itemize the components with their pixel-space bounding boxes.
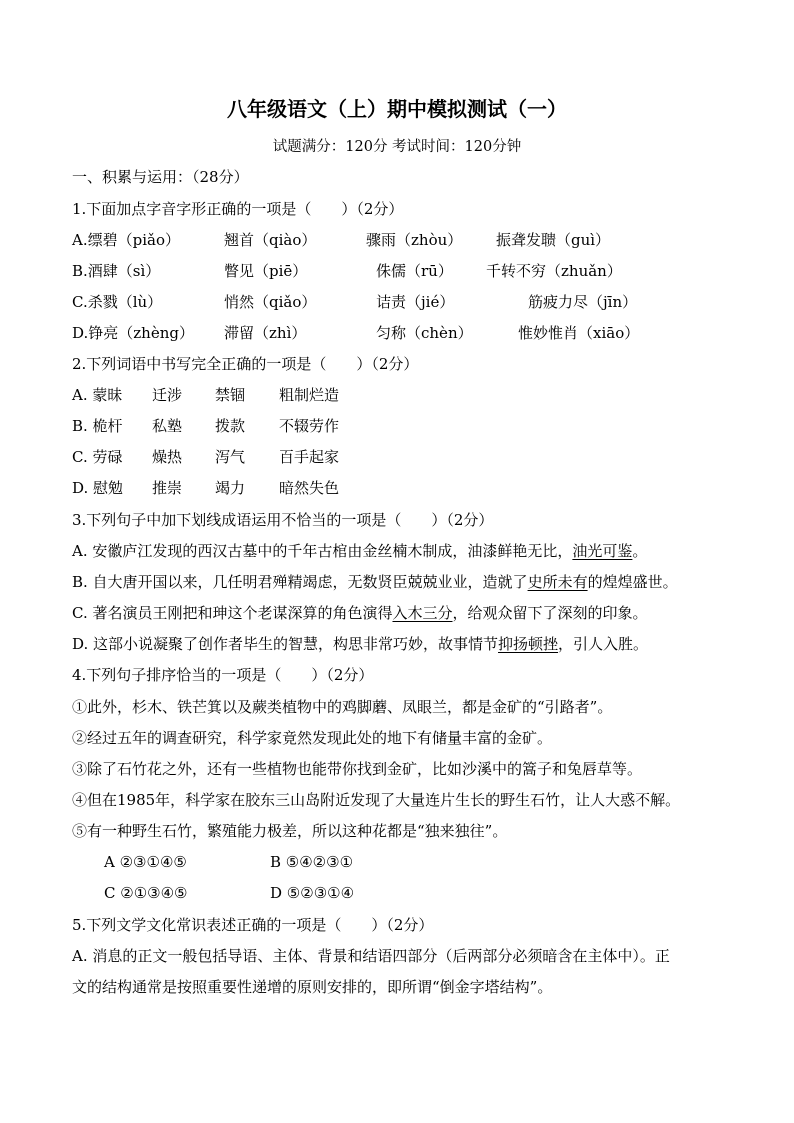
q1-a-3: 骤雨（zhòu） [366, 231, 463, 249]
q3-option-d [72, 633, 734, 655]
q4-sentence-4: ④但在1985年，科学家在胶东三山岛附近发现了大量连片生长的野生石竹，让人大惑不解。 [72, 791, 681, 809]
exam-title: 八年级语文（上）期中模拟测试（一） [227, 97, 567, 121]
q1-d-3: 匀称（chèn） [376, 324, 473, 342]
q1-b-1: B.酒肆（sì） [72, 262, 161, 280]
q2-c-2: 燥热 [152, 448, 183, 466]
q4-sentence-2: ②经过五年的调查研究，科学家竟然发现此处的地下有储量丰富的金矿。 [72, 729, 553, 747]
q3-b-text: B. 自大唐开国以来，几任明君殚精竭虑，无数贤臣兢兢业业，造就了 [72, 573, 528, 591]
q2-b-3: 拨款 [215, 417, 246, 435]
exam-subtitle: 试题满分：120分 考试时间：120分钟 [272, 139, 522, 155]
section-heading: 一、积累与运用：（28分） [72, 168, 249, 186]
q3-b-end: 的煌煌盛世。 [587, 573, 678, 591]
q3-d-idiom: 抑扬顿挫 [498, 635, 559, 653]
q4-option-b: B ⑤④②③① [270, 853, 354, 871]
q4-stem: 4.下列句子排序恰当的一项是（ ）（2分） [72, 666, 374, 684]
q2-c-4: 百手起家 [279, 448, 340, 466]
q1-a-4: 振聋发聩（guì） [496, 231, 611, 249]
q4-sentence-5: ⑤有一种野生石竹，繁殖能力极差，所以这种花都是“独来独往”。 [72, 822, 508, 840]
q3-option-b [72, 571, 734, 593]
q2-d-1: D. 慰勉 [72, 479, 124, 497]
q1-b-4: 千转不穷（zhuǎn） [486, 262, 622, 280]
q1-a-1: A.缥碧（piǎo） [72, 231, 180, 249]
q4-option-d: D ⑤②③①④ [270, 884, 355, 902]
q2-b-4: 不辍劳作 [279, 417, 340, 435]
q1-c-1: C.杀戮（lù） [72, 293, 163, 311]
q1-b-3: 侏儒（rū） [376, 262, 453, 280]
q3-a-end: 。 [632, 542, 648, 560]
q1-c-3: 诘责（jié） [376, 293, 455, 311]
q1-c-2: 悄然（qiǎo） [224, 293, 317, 311]
q2-a-3: 禁锢 [215, 386, 246, 404]
q2-stem: 2.下列词语中书写完全正确的一项是（ ）（2分） [72, 355, 419, 373]
q1-a-2: 翘首（qiào） [224, 231, 317, 249]
q1-c-4: 筋疲力尽（jīn） [528, 293, 638, 311]
q3-c-idiom: 入木三分 [392, 604, 453, 622]
q3-d-end: ，引人入胜。 [558, 635, 649, 653]
q3-option-a [72, 540, 734, 562]
q2-c-3: 泻气 [215, 448, 246, 466]
q1-d-2: 滞留（zhì） [224, 324, 307, 342]
q3-stem: 3.下列句子中加下划线成语运用不恰当的一项是（ ）（2分） [72, 511, 494, 529]
q4-sentence-1: ①此外，杉木、铁芒箕以及蕨类植物中的鸡脚蘑、凤眼兰，都是金矿的“引路者”。 [72, 698, 613, 716]
q4-option-a: A ②③①④⑤ [104, 853, 187, 871]
q4-sentence-3: ③除了石竹花之外，还有一些植物也能带你找到金矿，比如沙溪中的篙子和兔唇草等。 [72, 760, 643, 778]
q1-stem: 1.下面加点字音字形正确的一项是（ ）（2分） [72, 200, 404, 218]
q3-d-text: D. 这部小说凝聚了创作者毕生的智慧，构思非常巧妙，故事情节 [72, 635, 499, 653]
q2-a-2: 迁涉 [152, 386, 183, 404]
q1-d-4: 惟妙惟肖（xiāo） [518, 324, 640, 342]
q2-b-2: 私塾 [152, 417, 183, 435]
q4-option-c: C ②①③④⑤ [104, 884, 188, 902]
q3-a-text: A. 安徽庐江发现的西汉古墓中的千年古棺由金丝楠木制成，油漆鲜艳无比， [72, 542, 573, 560]
q2-c-1: C. 劳碌 [72, 448, 123, 466]
q5-option-a-line2: 文的结构通常是按照重要性递增的原则安排的，即所谓“倒金字塔结构”。 [72, 978, 553, 996]
q5-option-a-line1: A. 消息的正文一般包括导语、主体、背景和结语四部分（后两部分必须暗含在主体中）。正 [72, 947, 670, 965]
q3-c-text: C. 著名演员王刚把和珅这个老谋深算的角色演得 [72, 604, 393, 622]
q2-b-1: B. 桅杆 [72, 417, 123, 435]
q3-a-idiom: 油光可鉴 [572, 542, 633, 560]
q2-d-3: 竭力 [215, 479, 246, 497]
q2-d-4: 暗然失色 [279, 479, 340, 497]
q3-b-idiom: 史所未有 [527, 573, 588, 591]
q1-d-1: D.铮亮（zhèng） [72, 324, 194, 342]
q1-b-2: 瞥见（piē） [224, 262, 308, 280]
q2-a-1: A. 蒙昧 [72, 386, 123, 404]
q2-d-2: 推崇 [152, 479, 183, 497]
q3-option-c [72, 602, 734, 624]
q3-c-end: ，给观众留下了深刻的印象。 [452, 604, 648, 622]
q2-a-4: 粗制烂造 [279, 386, 340, 404]
q5-stem: 5.下列文学文化常识表述正确的一项是（ ）（2分） [72, 916, 434, 934]
